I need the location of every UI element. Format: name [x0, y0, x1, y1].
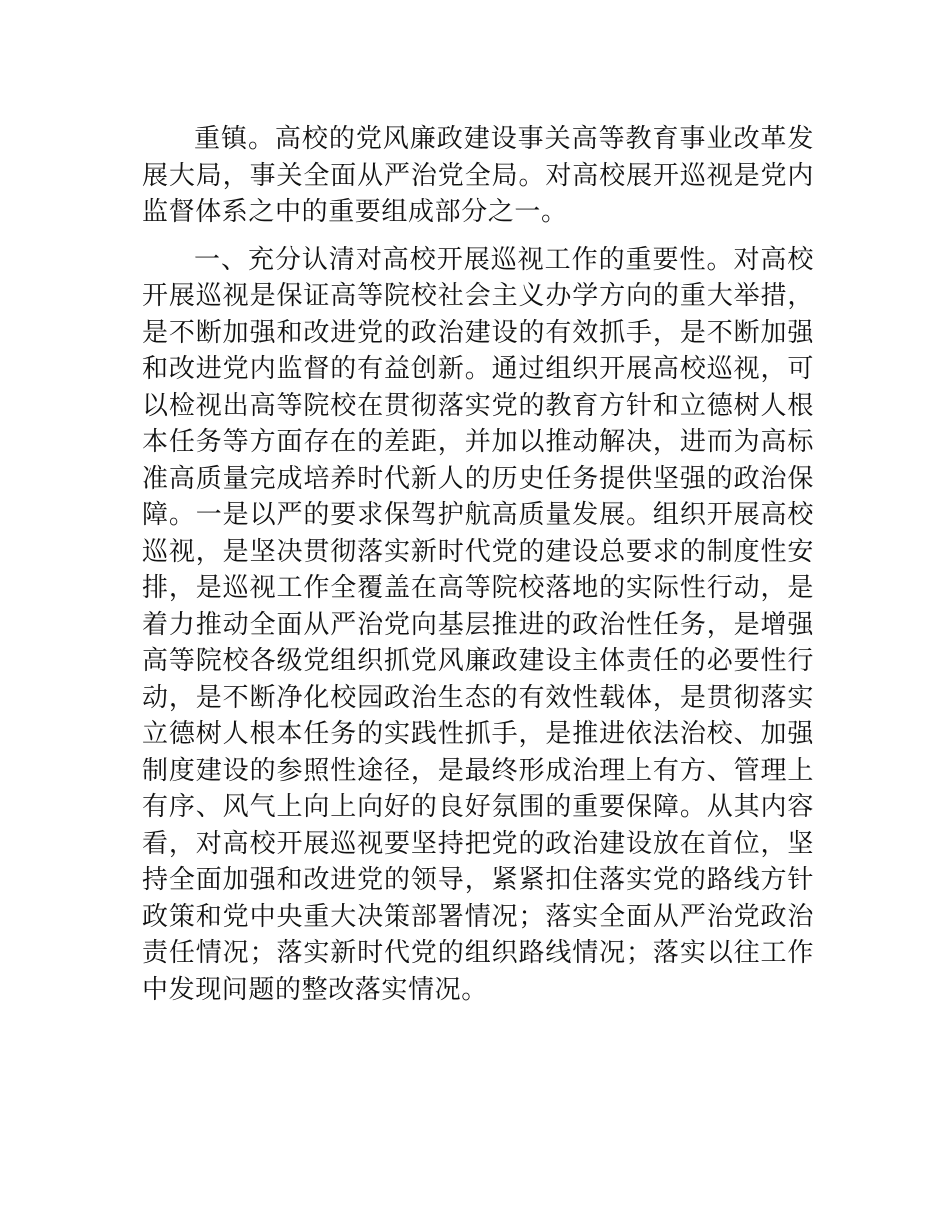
paragraph-intro: 重镇。高校的党风廉政建设事关高等教育事业改革发展大局，事关全面从严治党全局。对高校展开巡视是党内监督体系之中的重要组成部分之一。 [142, 124, 814, 227]
document-body [142, 121, 814, 1008]
paragraph-section-one: 一、充分认清对高校开展巡视工作的重要性。对高校开展巡视是保证高等院校社会主义办学方向的重大举措，是不断加强和改进党的政治建设的有效抓手，是不断加强和改进党内监督的有益创新。通过组织开展高校巡视，可以检视出高等院校在贯彻落实党的教育方针和立德树人根本任务等方面存在的差距，并加以推动解决，进而为高标准高质量完成培养时代新人的历史任务提供坚强的政治保障。一是以严的要求保驾护航高质量发展。组织开展高校巡视，是坚决贯彻落实新时代党的建设总要求的制度性安排，是巡视工作全覆盖在高等院校落地的实际性行动，是着力推动全面从严治党向基层推进的政治性任务，是增强高等院校各级党组织抓党风廉政建设主体责任的必要性行动，是不断净化校园政治生态的有效性载体，是贯彻落实立德树人根本任务的实践性抓手，是推进依法治校、加强制度建设的参照性途径，是最终形成治理上有方、管理上有序、风气上向上向好的良好氛围的重要保障。从其内容看，对高校开展巡视要坚持把党的政治建设放在首位，坚持全面加强和改进党的领导，紧紧扣住落实党的路线方针政策和党中央重大决策部署情况；落实全面从严治党政治责任情况；落实新时代党的组织路线情况；落实以往工作中发现问题的整改落实情况。 [142, 244, 814, 1005]
